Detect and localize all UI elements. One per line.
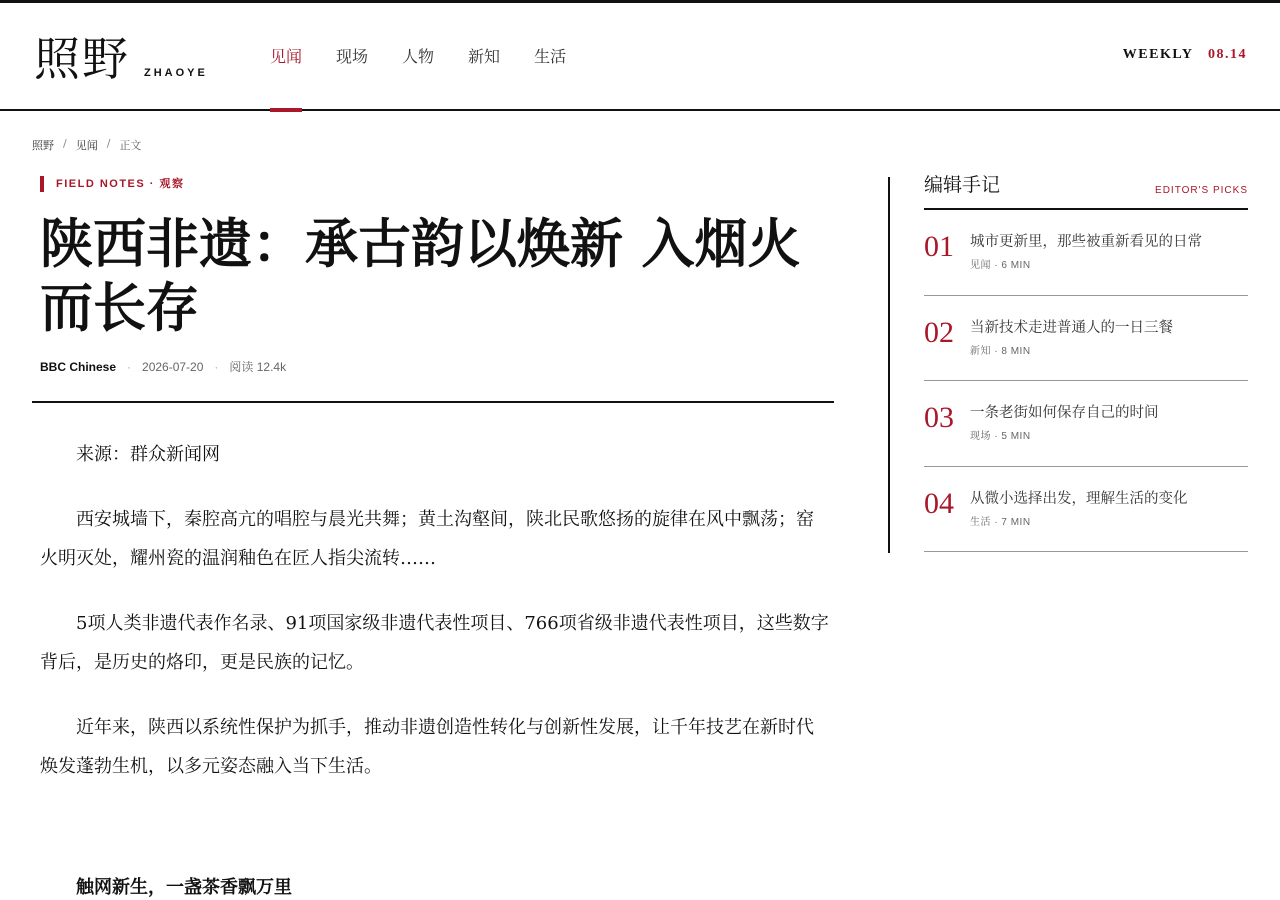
nav-item-jianwen[interactable]: 见闻 (270, 3, 302, 111)
nav-item-shenghuo[interactable]: 生活 (534, 47, 567, 66)
pick-item-03[interactable] (924, 381, 1248, 467)
sidebar-header (924, 172, 1248, 210)
pick-meta: 现场 · 5 MIN (970, 431, 1031, 442)
article-author[interactable]: BBC Chinese (40, 359, 117, 374)
pick-title[interactable]: 一条老街如何保存自己的时间 (970, 405, 1159, 421)
article-paragraph: 来源：群众新闻网 (76, 444, 220, 465)
pick-text (970, 487, 1248, 552)
editors-picks-sidebar (924, 172, 1248, 552)
pick-title[interactable]: 城市更新里，那些被重新看见的日常 (970, 234, 1202, 250)
nav-item-renwu[interactable]: 人物 (402, 47, 435, 66)
breadcrumb-separator: / (63, 137, 67, 150)
nav-item-xinzhi[interactable]: 新知 (468, 47, 501, 66)
weekly-label: WEEKLY (1122, 47, 1193, 62)
breadcrumb-separator: / (106, 137, 111, 150)
nav-item-xianchang[interactable]: 现场 (336, 47, 369, 66)
breadcrumb-section[interactable]: 见闻 (75, 139, 98, 152)
logo-chinese: 照野 (34, 32, 130, 86)
weekly-date: 08.14 (1208, 47, 1247, 62)
pick-item-02[interactable] (924, 296, 1248, 382)
article (32, 176, 834, 900)
breadcrumb-current: 正文 (119, 139, 142, 152)
pick-meta: 见闻 · 6 MIN (970, 260, 1031, 271)
article-meta (40, 358, 834, 375)
pick-title[interactable]: 从微小选择出发，理解生活的变化 (970, 490, 1188, 507)
pick-number: 03 (924, 401, 954, 434)
breadcrumb-home[interactable]: 照野 (32, 139, 54, 152)
article-divider (32, 401, 834, 403)
pick-meta: 新知 · 8 MIN (970, 345, 1031, 357)
pick-meta: 生活 · 7 MIN (970, 516, 1031, 528)
meta-dot: · (214, 359, 219, 374)
article-title: 陕西非遗：承古韵以焕新 入烟火而长存 (40, 213, 801, 339)
pick-text (970, 401, 1248, 466)
pick-number: 04 (924, 486, 954, 520)
sidebar-subtitle: EDITOR'S PICKS (1155, 185, 1248, 196)
breadcrumb (32, 137, 141, 153)
logo-english: ZHAOYE (144, 67, 208, 79)
article-date: 2026-07-20 (142, 359, 204, 374)
sidebar-title: 编辑手记 (924, 174, 1001, 196)
pick-text (970, 230, 1248, 295)
masthead (0, 3, 1280, 111)
article-body (40, 435, 830, 900)
main-nav (270, 3, 600, 111)
pick-title[interactable]: 当新技术走进普通人的一日三餐 (970, 319, 1173, 336)
article-paragraph: 西安城墙下，秦腔高亢的唱腔与晨光共舞；黄土沟壑间，陕北民歌悠扬的旋律在风中飘荡；窑火明灭处，耀州瓷的温润釉色在匠人指尖流转…… (40, 509, 814, 569)
article-subhead: 触网新生，一盏茶香飘万里 (76, 877, 292, 898)
article-reads: 阅读 12.4k (229, 360, 287, 374)
article-paragraph: 近年来，陕西以系统性保护为抓手，推动非遗创造性转化与创新性发展，让千年技艺在新时代焕发蓬勃生机，以多元姿态融入当下生活。 (40, 717, 814, 777)
pick-text (970, 316, 1248, 381)
pick-item-04[interactable] (924, 467, 1248, 553)
site-logo[interactable] (34, 33, 208, 85)
meta-dot: · (127, 359, 132, 374)
pick-item-01[interactable] (924, 210, 1248, 296)
article-paragraph: 5项人类非遗代表作名录、91项国家级非遗代表性项目、766项省级非遗代表性项目，这些数字背后，是历史的烙印，更是民族的记忆。 (40, 613, 829, 673)
article-kicker: FIELD NOTES · 观察 (40, 176, 834, 192)
pick-number: 01 (924, 230, 954, 263)
column-divider (888, 177, 890, 553)
pick-number: 02 (924, 315, 954, 349)
weekly-issue (1123, 47, 1247, 63)
